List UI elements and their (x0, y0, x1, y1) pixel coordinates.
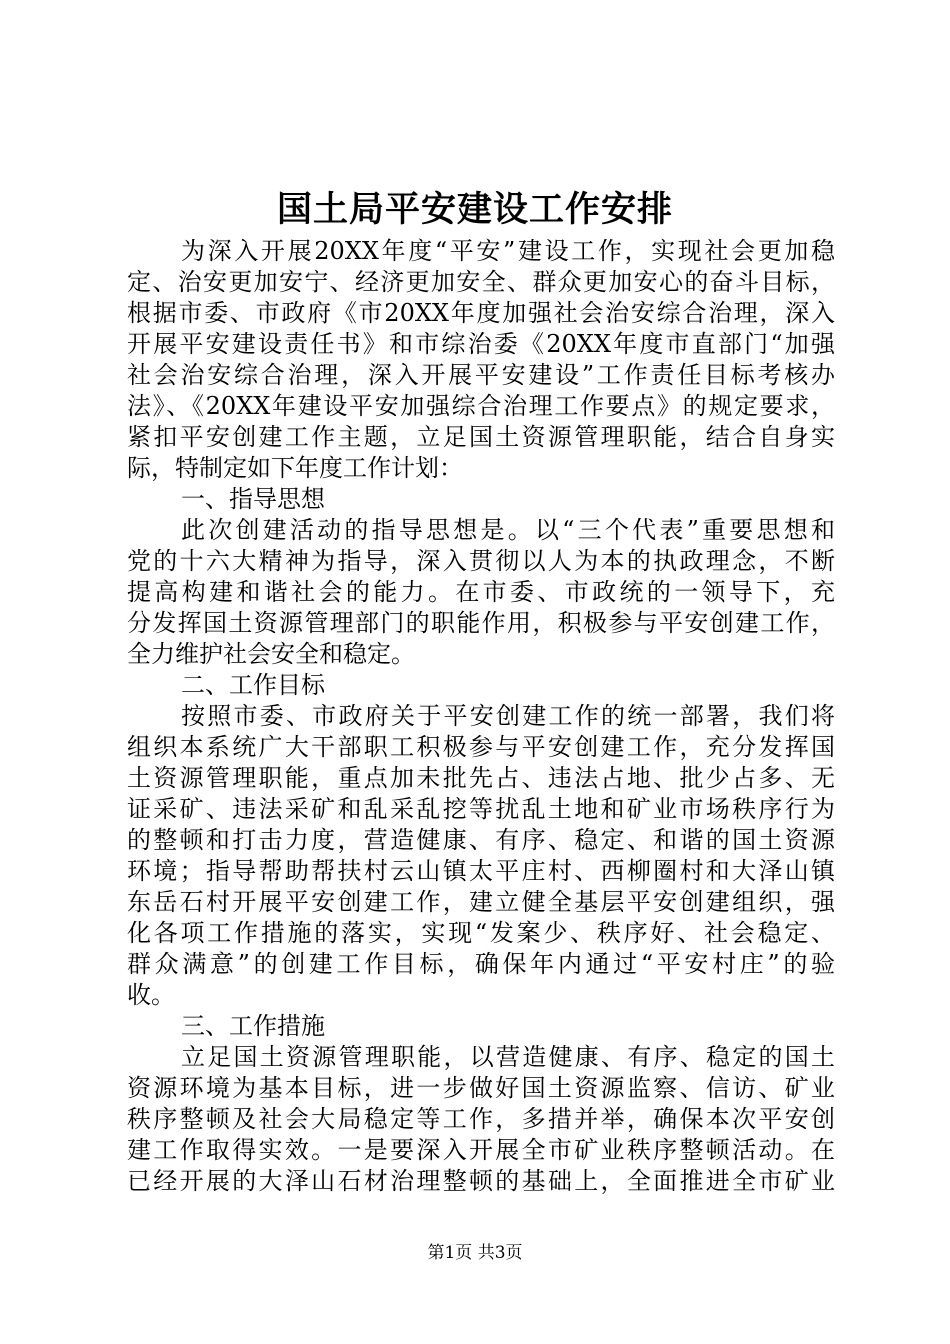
paragraph-line: 开展平安建设责任书》和市综治委《20XX年度市直部门“加强 (127, 330, 835, 358)
paragraph-line: 社会治安综合治理，深入开展平安建设”工作责任目标考核办 (127, 361, 835, 389)
paragraph-line: 东岳石村开展平安创建工作，建立健全基层平安创建组织，强 (127, 888, 835, 916)
paragraph-line: 立足国土资源管理职能，以营造健康、有序、稳定的国土 (181, 1043, 835, 1071)
paragraph-line: 法》、《20XX年建设平安加强综合治理工作要点》的规定要求， (127, 392, 835, 420)
paragraph-line: 土资源管理职能，重点加未批先占、违法占地、批少占多、无 (127, 764, 835, 792)
paragraph-line: 紧扣平安创建工作主题，立足国土资源管理职能，结合自身实 (127, 423, 835, 451)
paragraph-line: 秩序整顿及社会大局稳定等工作，多措并举，确保本次平安创 (127, 1105, 835, 1133)
paragraph-line: 化各项工作措施的落实，实现“发案少、秩序好、社会稳定、 (127, 919, 835, 947)
paragraph-line: 建工作取得实效。一是要深入开展全市矿业秩序整顿活动。在 (127, 1136, 835, 1164)
document-body (127, 236, 835, 1197)
paragraph-line: 的整顿和打击力度，营造健康、有序、稳定、和谐的国土资源 (127, 826, 835, 854)
page-footer: 第1页 共3页 (427, 1243, 523, 1263)
paragraph-line: 证采矿、违法采矿和乱采乱挖等扰乱土地和矿业市场秩序行为 (127, 795, 835, 823)
paragraph-line: 提高构建和谐社会的能力。在市委、市政统的一领导下，充 (127, 578, 835, 606)
paragraph-line: 定、治安更加安宁、经济更加安全、群众更加安心的奋斗目标， (127, 268, 835, 296)
paragraph-line: 已经开展的大泽山石材治理整顿的基础上，全面推进全市矿业 (127, 1167, 835, 1195)
paragraph-line: 按照市委、市政府关于平安创建工作的统一部署，我们将 (181, 702, 835, 730)
paragraph-line: 根据市委、市政府《市20XX年度加强社会治安综合治理，深入 (127, 299, 835, 327)
document-title: 国土局平安建设工作安排 (276, 189, 673, 230)
paragraph-line: 资源环境为基本目标，进一步做好国土资源监察、信访、矿业 (127, 1074, 835, 1102)
paragraph-line: 全力维护社会安全和稳定。 (127, 640, 415, 668)
paragraph-line: 环境；指导帮助帮扶村云山镇太平庄村、西柳圈村和大泽山镇 (127, 857, 835, 885)
paragraph-line: 分发挥国土资源管理部门的职能作用，积极参与平安创建工作， (127, 609, 835, 637)
section-heading: 三、工作措施 (181, 1012, 325, 1040)
paragraph-line: 组织本系统广大干部职工积极参与平安创建工作，充分发挥国 (127, 733, 835, 761)
paragraph-line: 党的十六大精神为指导，深入贯彻以人为本的执政理念，不断 (127, 547, 835, 575)
paragraph-line: 际，特制定如下年度工作计划： (127, 454, 463, 482)
paragraph-line: 此次创建活动的指导思想是。以“三个代表”重要思想和 (181, 516, 835, 544)
section-heading: 一、指导思想 (181, 485, 325, 513)
paragraph-line: 为深入开展20XX年度“平安”建设工作，实现社会更加稳 (181, 237, 835, 265)
paragraph-line: 群众满意”的创建工作目标，确保年内通过“平安村庄”的验 (127, 950, 835, 978)
section-heading: 二、工作目标 (181, 671, 325, 699)
paragraph-line: 收。 (127, 981, 175, 1009)
